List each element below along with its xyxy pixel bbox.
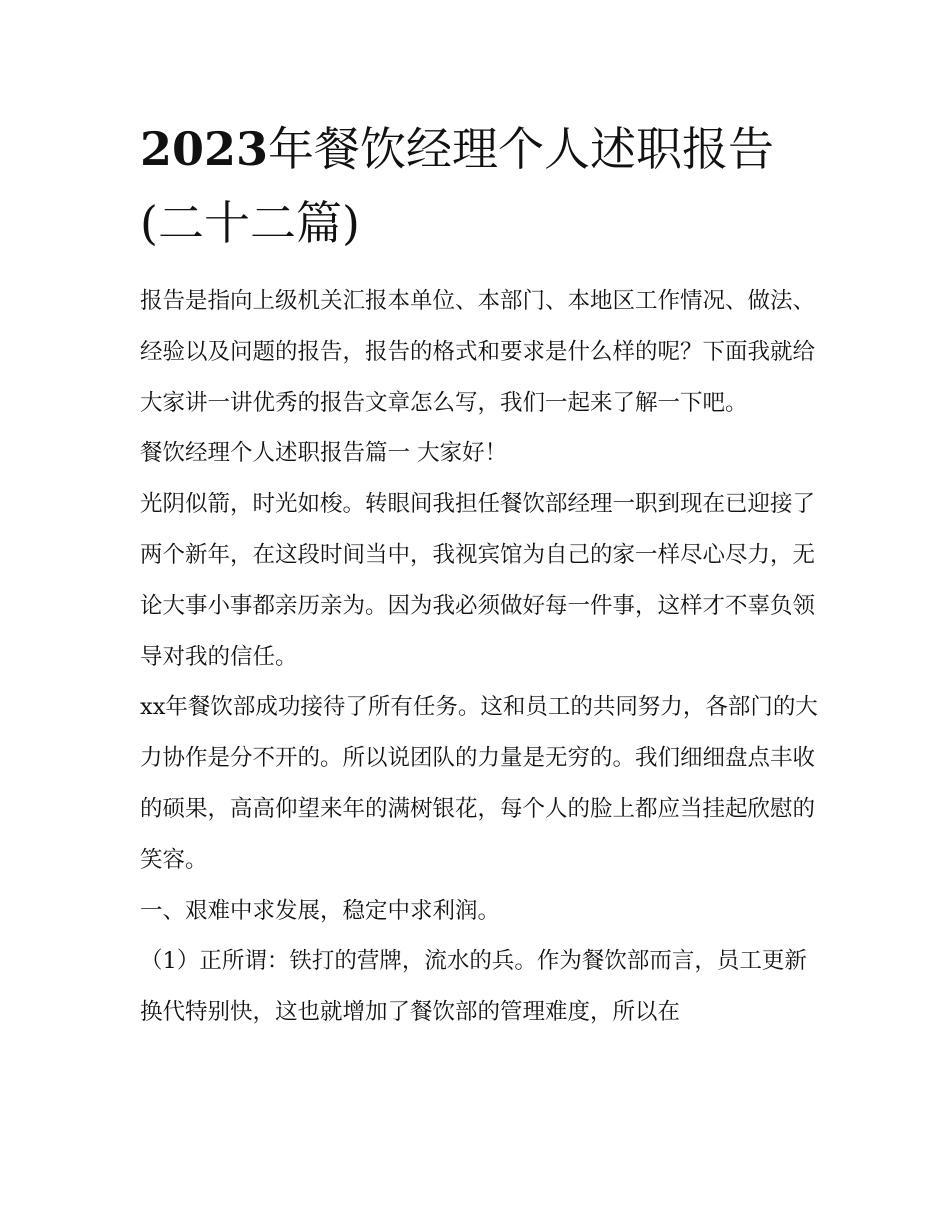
document-title [140, 112, 820, 260]
title-line-2: (二十二篇) [140, 196, 360, 250]
title-year: 2023 [140, 122, 269, 176]
paragraph-body: 光阴似箭，时光如梭。转眼间我担任餐饮部经理一职到现在已迎接了两个新年，在这段时间当中，我视宾馆为自己的家一样尽心尽力，无论大事小事都亲历亲为。因为我必须做好每一件事，这样才不辜负领导对我的信任。 [140, 491, 816, 670]
title-line-1 [140, 122, 774, 176]
paragraph-body: xx年餐饮部成功接待了所有任务。这和员工的共同努力，各部门的大力协作是分不开的。所以说团队的力量是无穷的。我们细细盘点丰收的硕果，高高仰望来年的满树银花，每个人的脸上都应当挂起欣慰的笑容。 [140, 694, 818, 873]
paragraph-body: （1）正所谓：铁打的营牌，流水的兵。作为餐饮部而言，员工更新换代特别快，这也就增加了餐饮部的管理难度，所以在 [140, 948, 807, 1026]
paragraph-section-heading: 餐饮经理个人述职报告篇一 大家好！ [140, 440, 508, 467]
title-line-1-text: 年餐饮经理个人述职报告 [268, 122, 775, 176]
paragraph-intro: 报告是指向上级机关汇报本单位、本部门、本地区工作情况、做法、经验以及问题的报告，报告的格式和要求是什么样的呢？下面我就给大家讲一讲优秀的报告文章怎么写，我们一起来了解一下吧。 [140, 288, 816, 416]
document-body [140, 276, 820, 1038]
paragraph-subheading: 一、艰难中求发展，稳定中求利润。 [140, 897, 501, 924]
